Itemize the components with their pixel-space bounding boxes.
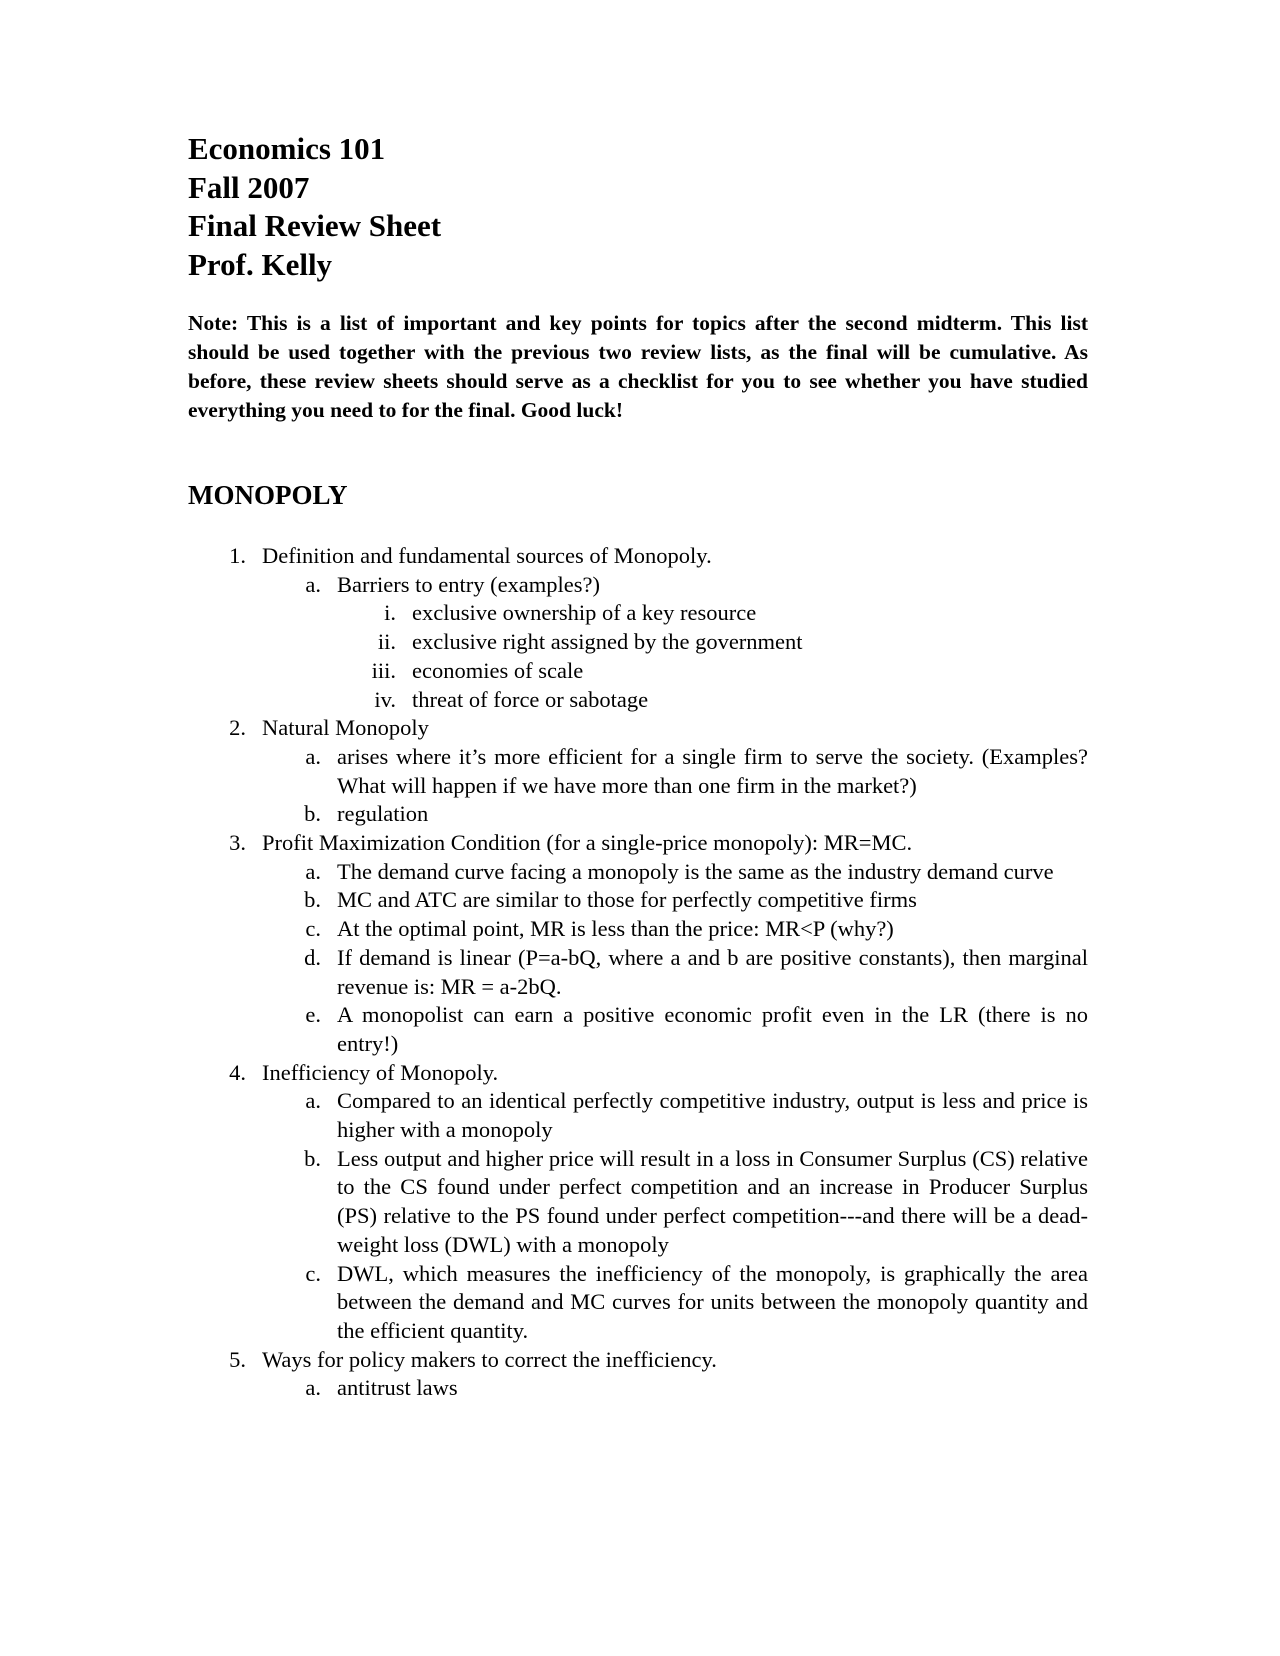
item-text: Definition and fundamental sources of Monopoly.: [262, 543, 712, 568]
sub-item-text: Compared to an identical perfectly competitive industry, output is less and price is higher with a monopoly: [337, 1088, 1088, 1143]
sub-item: [188, 743, 1088, 800]
sub-sub-item-text: economies of scale: [412, 657, 584, 683]
sub-item: [188, 800, 1088, 829]
list-item: [188, 1346, 1088, 1375]
sub-item-letter: b.: [304, 887, 321, 913]
sub-item-letter: a.: [305, 571, 321, 597]
sub-sub-item-text: exclusive ownership of a key resource: [412, 600, 757, 626]
sub-item-text: Less output and higher price will result in a loss in Consumer Surplus (CS) relative to the CS found under perfect competition and an increase in Producer Surplus (PS) relative to the PS found under perfect competition---and there will be a dead-weight loss (DWL) with a monopoly: [337, 1145, 1088, 1257]
sub-sub-item: [188, 628, 1088, 657]
item-number: 1.: [229, 543, 246, 568]
sub-item-text: A monopolist can earn a positive economic profit even in the LR (there is no entry!): [337, 1002, 1088, 1056]
sub-item-text: antitrust laws: [337, 1375, 458, 1401]
sub-item: [188, 1087, 1088, 1144]
note-paragraph: Note: This is a list of important and key points for topics after the second midterm. This list should be used together with the previous two review lists, as the final will be cumulative. As before, these review sheets should serve as a checklist for you to see whether you have studied everything you need to for the final. Good luck!: [188, 311, 1088, 422]
list-item: [188, 542, 1088, 571]
item-text: Profit Maximization Condition (for a single-price monopoly): MR=MC.: [262, 830, 913, 856]
roman-numeral: ii.: [377, 629, 396, 655]
sub-item: [188, 1374, 1088, 1403]
sub-item-letter: a.: [305, 1375, 321, 1401]
sub-item-letter: d.: [304, 944, 321, 970]
sub-item: [188, 886, 1088, 915]
sub-item-text: MC and ATC are similar to those for perfectly competitive firms: [337, 887, 917, 913]
sub-sub-item: [188, 686, 1088, 715]
list-item: [188, 829, 1088, 858]
course-title: Economics 101: [188, 131, 386, 166]
item-text: Natural Monopoly: [262, 715, 429, 741]
item-number: 5.: [229, 1346, 246, 1372]
sub-item: [188, 858, 1088, 887]
sub-item: [188, 1260, 1088, 1346]
document-page: [188, 130, 1088, 1403]
item-number: 3.: [229, 830, 246, 856]
sub-item-text: If demand is linear (P=a-bQ, where a and b are positive constants), then marginal revenue is: MR = a-2bQ.: [337, 944, 1088, 999]
sub-item-text: Barriers to entry (examples?): [337, 571, 601, 597]
sub-item-letter: a.: [305, 743, 321, 769]
sub-item-text: The demand curve facing a monopoly is the same as the industry demand curve: [337, 858, 1054, 884]
sub-item-letter: c.: [305, 1260, 321, 1286]
section-heading: MONOPOLY: [188, 480, 348, 510]
sub-sub-item-text: threat of force or sabotage: [412, 686, 649, 712]
sub-sub-item: [188, 657, 1088, 686]
list-item: [188, 1059, 1088, 1088]
sub-item: [188, 1001, 1088, 1058]
sub-item: [188, 944, 1088, 1001]
outline-list: [188, 542, 1088, 1403]
sub-sub-item-text: exclusive right assigned by the government: [412, 629, 803, 655]
sub-sub-item: [188, 599, 1088, 628]
sub-item-letter: b.: [304, 1145, 321, 1171]
item-number: 4.: [229, 1059, 246, 1085]
roman-numeral: i.: [384, 600, 396, 626]
sub-item-text: arises where it’s more efficient for a single firm to serve the society. (Examples? What will happen if we have more than one firm in the market?): [337, 743, 1088, 798]
item-text: Ways for policy makers to correct the inefficiency.: [262, 1346, 717, 1372]
sub-item-letter: a.: [305, 858, 321, 884]
sub-item-text: DWL, which measures the inefficiency of the monopoly, is graphically the area between the demand and MC curves for units between the monopoly quantity and the efficient quantity.: [337, 1260, 1088, 1343]
professor-name: Prof. Kelly: [188, 246, 333, 282]
sub-item-letter: e.: [305, 1002, 321, 1028]
item-text: Inefficiency of Monopoly.: [262, 1059, 499, 1085]
sub-item-letter: a.: [305, 1088, 321, 1114]
sub-item: [188, 571, 1088, 600]
roman-numeral: iv.: [374, 686, 396, 712]
sub-item: [188, 1145, 1088, 1260]
sub-item-text: At the optimal point, MR is less than the price: MR<P (why?): [337, 916, 894, 942]
sub-item-letter: c.: [305, 916, 321, 942]
roman-numeral: iii.: [371, 657, 396, 683]
document-title: Final Review Sheet: [188, 208, 442, 243]
item-number: 2.: [229, 715, 246, 741]
sub-item-text: regulation: [337, 801, 429, 827]
list-item: [188, 714, 1088, 743]
term: Fall 2007: [188, 169, 310, 205]
sub-item-letter: b.: [304, 801, 321, 827]
sub-item: [188, 915, 1088, 944]
